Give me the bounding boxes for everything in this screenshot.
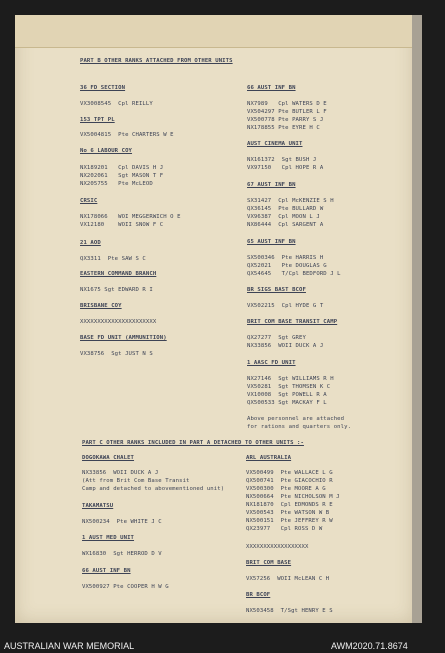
part-b-heading: PART B OTHER RANKS ATTACHED FROM OTHER UNITS <box>80 58 233 64</box>
unit-heading: 1 AUST MED UNIT <box>82 535 135 541</box>
unit-heading: EASTERN COMMAND BRANCH <box>80 271 157 277</box>
personnel-line: QX500533 Sgt MACKAY F L <box>247 400 327 406</box>
personnel-line: NX202061 Sgt MASON T F <box>80 173 164 179</box>
unit-heading: No 6 LABOUR COY <box>80 148 133 154</box>
personnel-line: Above personnel are attached <box>247 416 345 422</box>
unit-heading: 67 AUST INF BN <box>247 182 296 188</box>
personnel-line: WX16830 Sgt HERROD D V <box>82 551 162 557</box>
personnel-line: QX23977 Cpl ROSS D W <box>246 526 323 532</box>
unit-heading: 66 AUST INF BN <box>82 568 131 574</box>
personnel-line: SX31427 Cpl McKENZIE S H <box>247 198 334 204</box>
personnel-line: NX86444 Cpl SARGENT A <box>247 222 324 228</box>
part-c-heading: PART C OTHER RANKS INCLUDED IN PART A DETACHED TO OTHER UNITS :- <box>82 440 304 446</box>
personnel-line: VX96387 Cpl MOON L J <box>247 214 320 220</box>
unit-heading: CRSIC <box>80 198 98 204</box>
personnel-line: VX500300 Pte MOORE A G <box>246 486 326 492</box>
personnel-line: VX500499 Pte WALLACE L G <box>246 470 333 476</box>
personnel-line: VX12180 WOII SNOW F C <box>80 222 164 228</box>
unit-heading: 66 AUST INF BN <box>247 85 296 91</box>
document-page <box>15 15 414 623</box>
unit-heading: 153 TPT PL <box>80 117 115 123</box>
unit-heading: BRIT COM BASE TRANSIT CAMP <box>247 319 338 325</box>
personnel-line: QX27277 Sgt GREY <box>247 335 306 341</box>
personnel-line: NX500664 Pte NICHOLSON M J <box>246 494 340 500</box>
personnel-line: QX500741 Pte GIACOCHIO R <box>246 478 333 484</box>
personnel-line: Camp and detached to abovementioned unit) <box>82 486 225 492</box>
unit-heading: ARL AUSTRALIA <box>246 455 292 461</box>
personnel-line: VX504297 Pte BUTLER L F <box>247 109 327 115</box>
personnel-line: VX10008 Sgt POWELL R A <box>247 392 327 398</box>
unit-heading: AUST CINEMA UNIT <box>247 141 303 147</box>
personnel-line: VX500927 Pte COOPER H W G <box>82 584 169 590</box>
personnel-line: VX502215 Cpl HYDE G T <box>247 303 324 309</box>
unit-heading: TAKAMATSU <box>82 503 114 509</box>
unit-heading: 65 AUST INF BN <box>247 239 296 245</box>
personnel-line: (Att from Brit Com Base Transit <box>82 478 190 484</box>
personnel-line: VX97150 Cpl HOPE R A <box>247 165 324 171</box>
personnel-line: QX36145 Pte BULLARD W <box>247 206 324 212</box>
personnel-line: NX1675 Sgt EDWARD R I <box>80 287 153 293</box>
personnel-line: VX50281 Sgt THOMSEN K C <box>247 384 331 390</box>
unit-heading: BASE FD UNIT (AMMUNITION) <box>80 335 167 341</box>
personnel-line: QX3311 Pte SAW S C <box>80 256 146 262</box>
personnel-line: QX54645 T/Cpl BEDFORD J L <box>247 271 341 277</box>
personnel-line: VX57256 WOII McLEAN C H <box>246 576 330 582</box>
personnel-line: NX178855 Pte EYRE H C <box>247 125 320 131</box>
personnel-line: VX500778 Pte PARRY S J <box>247 117 324 123</box>
unit-heading: 21 AOD <box>80 240 101 246</box>
personnel-line: NX7989 Cpl WATERS D E <box>247 101 327 107</box>
personnel-line: NX205755 Pte McLEOD <box>80 181 153 187</box>
personnel-line: NX181870 Cpl EDMONDS R E <box>246 502 333 508</box>
unit-heading: BRIT COM BASE <box>246 560 292 566</box>
unit-heading: BR SIGS BAST BCOF <box>247 287 306 293</box>
page-edge <box>412 15 422 623</box>
footer-institution: AUSTRALIAN WAR MEMORIAL <box>4 641 135 651</box>
personnel-line: SX500346 Pte HARRIS H <box>247 255 324 261</box>
personnel-line: VX5004815 Pte CHARTERS W E <box>80 132 174 138</box>
personnel-line: NX27146 Sgt WILLIAMS R H <box>247 376 334 382</box>
unit-heading: BR BCOF <box>246 592 271 598</box>
personnel-line: XXXXXXXXXXXXXXXXXX <box>246 544 309 550</box>
personnel-line: NX178066 WOI MEGGERWICH O E <box>80 214 181 220</box>
personnel-line: VX500543 Pte WATSON W B <box>246 510 330 516</box>
personnel-line: NX500151 Pte JEFFREY R W <box>246 518 333 524</box>
unit-heading: 1 AASC FD UNIT <box>247 360 296 366</box>
footer-accession: AWM2020.71.8674 <box>331 641 408 651</box>
personnel-line: NX33856 WOII DUCK A J <box>247 343 324 349</box>
unit-heading: DOGOKAWA CHALET <box>82 455 135 461</box>
personnel-line: XXXXXXXXXXXXXXXXXXXXXX <box>80 319 157 325</box>
personnel-line: NX189201 Cpl DAVIS H J <box>80 165 164 171</box>
personnel-line: for rations and quarters only. <box>247 424 352 430</box>
personnel-line: QX52021 Pte DOUGLAS G <box>247 263 327 269</box>
personnel-line: NX33856 WOII DUCK A J <box>82 470 159 476</box>
personnel-line: NX503458 T/Sgt HENRY E S <box>246 608 333 614</box>
personnel-line: NX161372 Sgt BUSH J <box>247 157 317 163</box>
personnel-line: VX3008545 Cpl REILLY <box>80 101 153 107</box>
personnel-line: VX38756 Sgt JUST N S <box>80 351 153 357</box>
unit-heading: BRISBANE COY <box>80 303 122 309</box>
page-fold <box>15 15 414 48</box>
personnel-line: NX500234 Pte WHITE J C <box>82 519 162 525</box>
unit-heading: 36 FD SECTION <box>80 85 126 91</box>
